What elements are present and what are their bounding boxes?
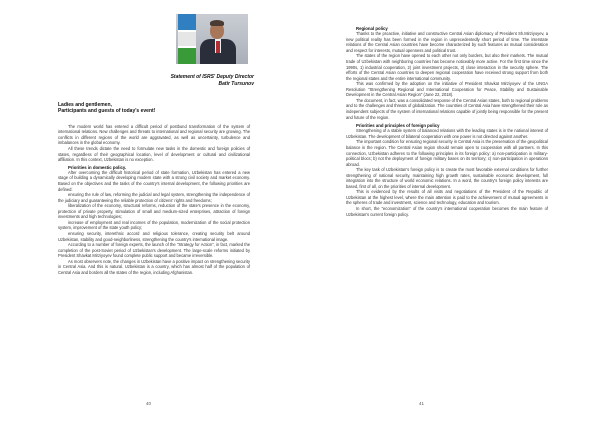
domestic-paragraph: ensuring security, interethnic accord and religious tolerance, creating security belt around Uzbekistan, stability and good-neighborliness, strengthening the country's international image. <box>58 230 250 242</box>
section-heading-regional: Regional policy <box>356 26 388 31</box>
intro-paragraph: All these trends dictate the need to formulate new tasks in the domestic and foreign policies of states, regardless of their geographical location, level of development or cultural and civilizational affiliation. In this context, Uzbekistan is no exception. <box>58 146 250 163</box>
regional-paragraph: This was confirmed by the adoption on the initiative of President Shavkat Mirziyoyev of the UNGA Resolution "Strengthening Regional and International Cooperation for Peace, Stability and Sustainable Development in the Central Asian Region" (June 22, 2018). <box>346 81 548 98</box>
foreign-paragraph: This is evidenced by the results of all visits and negotiations of the President of the Republic of Uzbekistan at the highest level, where the main attention is paid to the achievement of mutual agreements in the spheres of trade and investment, science and technology, education and tourism. <box>346 189 548 206</box>
regional-paragraph: The document, in fact, was a consolidated response of the Central Asian states, both to regional problems and to the challenges and threats of globalization. The countries of Central Asia have strengthened their role as independent subjects of the system of international relations capable of jointly being responsible for the present and future of the region. <box>346 97 548 120</box>
section-heading-foreign: Priorities and principles of foreign policy <box>356 123 440 129</box>
right-page <box>300 0 600 424</box>
page-number-left: 40 <box>146 401 152 406</box>
intro-paragraph: The modern world has entered a difficult period of postbund transformation of the system of international relations. New challenges and threats to international and regional security are growing. The conflicts in different regions of the world are aggravated, as well as uncertainty, turbulence and imbalances in the global economy. <box>58 123 250 146</box>
photo-caption <box>54 74 254 87</box>
caption-title: Statement of ISRS' Deputy Director <box>170 74 254 80</box>
domestic-paragraph: After overcoming the difficult historical period of state formation, Uzbekistan has entered a new stage of building a dynamically developing modern state with a strong civil society and market economy. Based on the objectives and the tasks of the country's internal development, the following priorities are defined: <box>58 169 250 192</box>
speaker-photo <box>176 14 248 64</box>
foreign-paragraph: Strengthening of a stable system of balanced relations with the leading states is in the national interest of Uzbekistan. The development of bilateral cooperation with one power is not directed against another. <box>346 128 548 139</box>
section-heading-domestic: Priorities in domestic policy. <box>68 164 127 170</box>
speaker-hair <box>210 20 224 26</box>
domestic-paragraph: liberalization of the economy, structural reforms, reduction of the state's presence in the economy, protection of private property, stimulation of small and medium-sized enterprises, attraction of foreign investments and high technologies; <box>58 203 250 220</box>
foreign-paragraph: In short, the "economization" of the country's international cooperation becomes the main feature of Uzbekistan's current foreign policy. <box>346 206 548 217</box>
domestic-paragraph: ensuring the rule of law, reforming the judicial and legal system, strengthening the independence of the judiciary and guaranteeing the reliable protection of citizens' rights and freedoms; <box>58 192 250 203</box>
page-number-right: 41 <box>419 401 425 406</box>
right-column <box>346 26 548 217</box>
greeting-line-1: Ladies and gentlemen, <box>58 102 112 108</box>
caption-name: Batir Tursunov <box>218 80 254 87</box>
greeting-line-2: Participants and guests of today's event! <box>58 108 156 115</box>
speaker-tie <box>216 41 220 53</box>
domestic-paragraph: According to a number of foreign experts, the launch of the "Strategy for Action", in fact, marked the completion of the post-Soviet period of Uzbekistan's development. The large-scale reforms initiated by President Shavkat Mirziyoyev found complete public support and became irreversible. <box>58 242 250 259</box>
foreign-paragraph: The key task of Uzbekistan's foreign policy is to create the most favorable external conditions for further strengthening of national security, maintaining high growth rates, sustainable economic development, full integration into the structure of world economic relations. In a word, the country's foreign policy interests are based, first of all, on the priorities of internal development. <box>346 167 548 189</box>
domestic-paragraph: As most observers note, the changes in Uzbekistan have a positive impact on strengthening security in Central Asia. And this is natural. Uzbekistan is a country, which has almost half of the population of Central Asia and borders all the states of the region, including Afghanistan. <box>58 258 250 275</box>
regional-paragraph: The states of the region have opened to each other not only borders, but also their markets. The mutual trade of Uzbekistan with neighboring countries has become noticeably more active. For the first time since the 1990s, 1) industrial cooperation, 2) joint investment projects, 3) close interaction in the security sphere. The efforts of the Central Asian countries to deepen regional cooperation have received strong support from both the regional states and the entire international community. <box>346 53 548 81</box>
left-column <box>58 102 250 275</box>
flag-image <box>178 14 196 64</box>
regional-paragraph: Thanks to the proactive, initiative and constructive Central Asian diplomacy of President Sh.Mirziyoyev, a new political reality has been formed in the region in unprecedentedly short period of time. The interstate relations of the Central Asian countries have become characterized by such features as mutual consideration and respect for interests, mutual openness and political trust. <box>346 31 548 53</box>
foreign-paragraph: The important condition for ensuring regional security in Central Asia is the preservation of the geopolitical balance in the region. The Central Asian region should remain open to cooperation with all partners. In this connection, Uzbekistan adheres to the following principles in its foreign policy: a) non-participation in military-political blocs; b) not the deployment of foreign military bases on its territory; c) non-participation in operations abroad. <box>346 139 548 167</box>
domestic-paragraph: increase of employment and real incomes of the population, modernization of the social protection system, improvement of the state youth policy; <box>58 219 250 231</box>
